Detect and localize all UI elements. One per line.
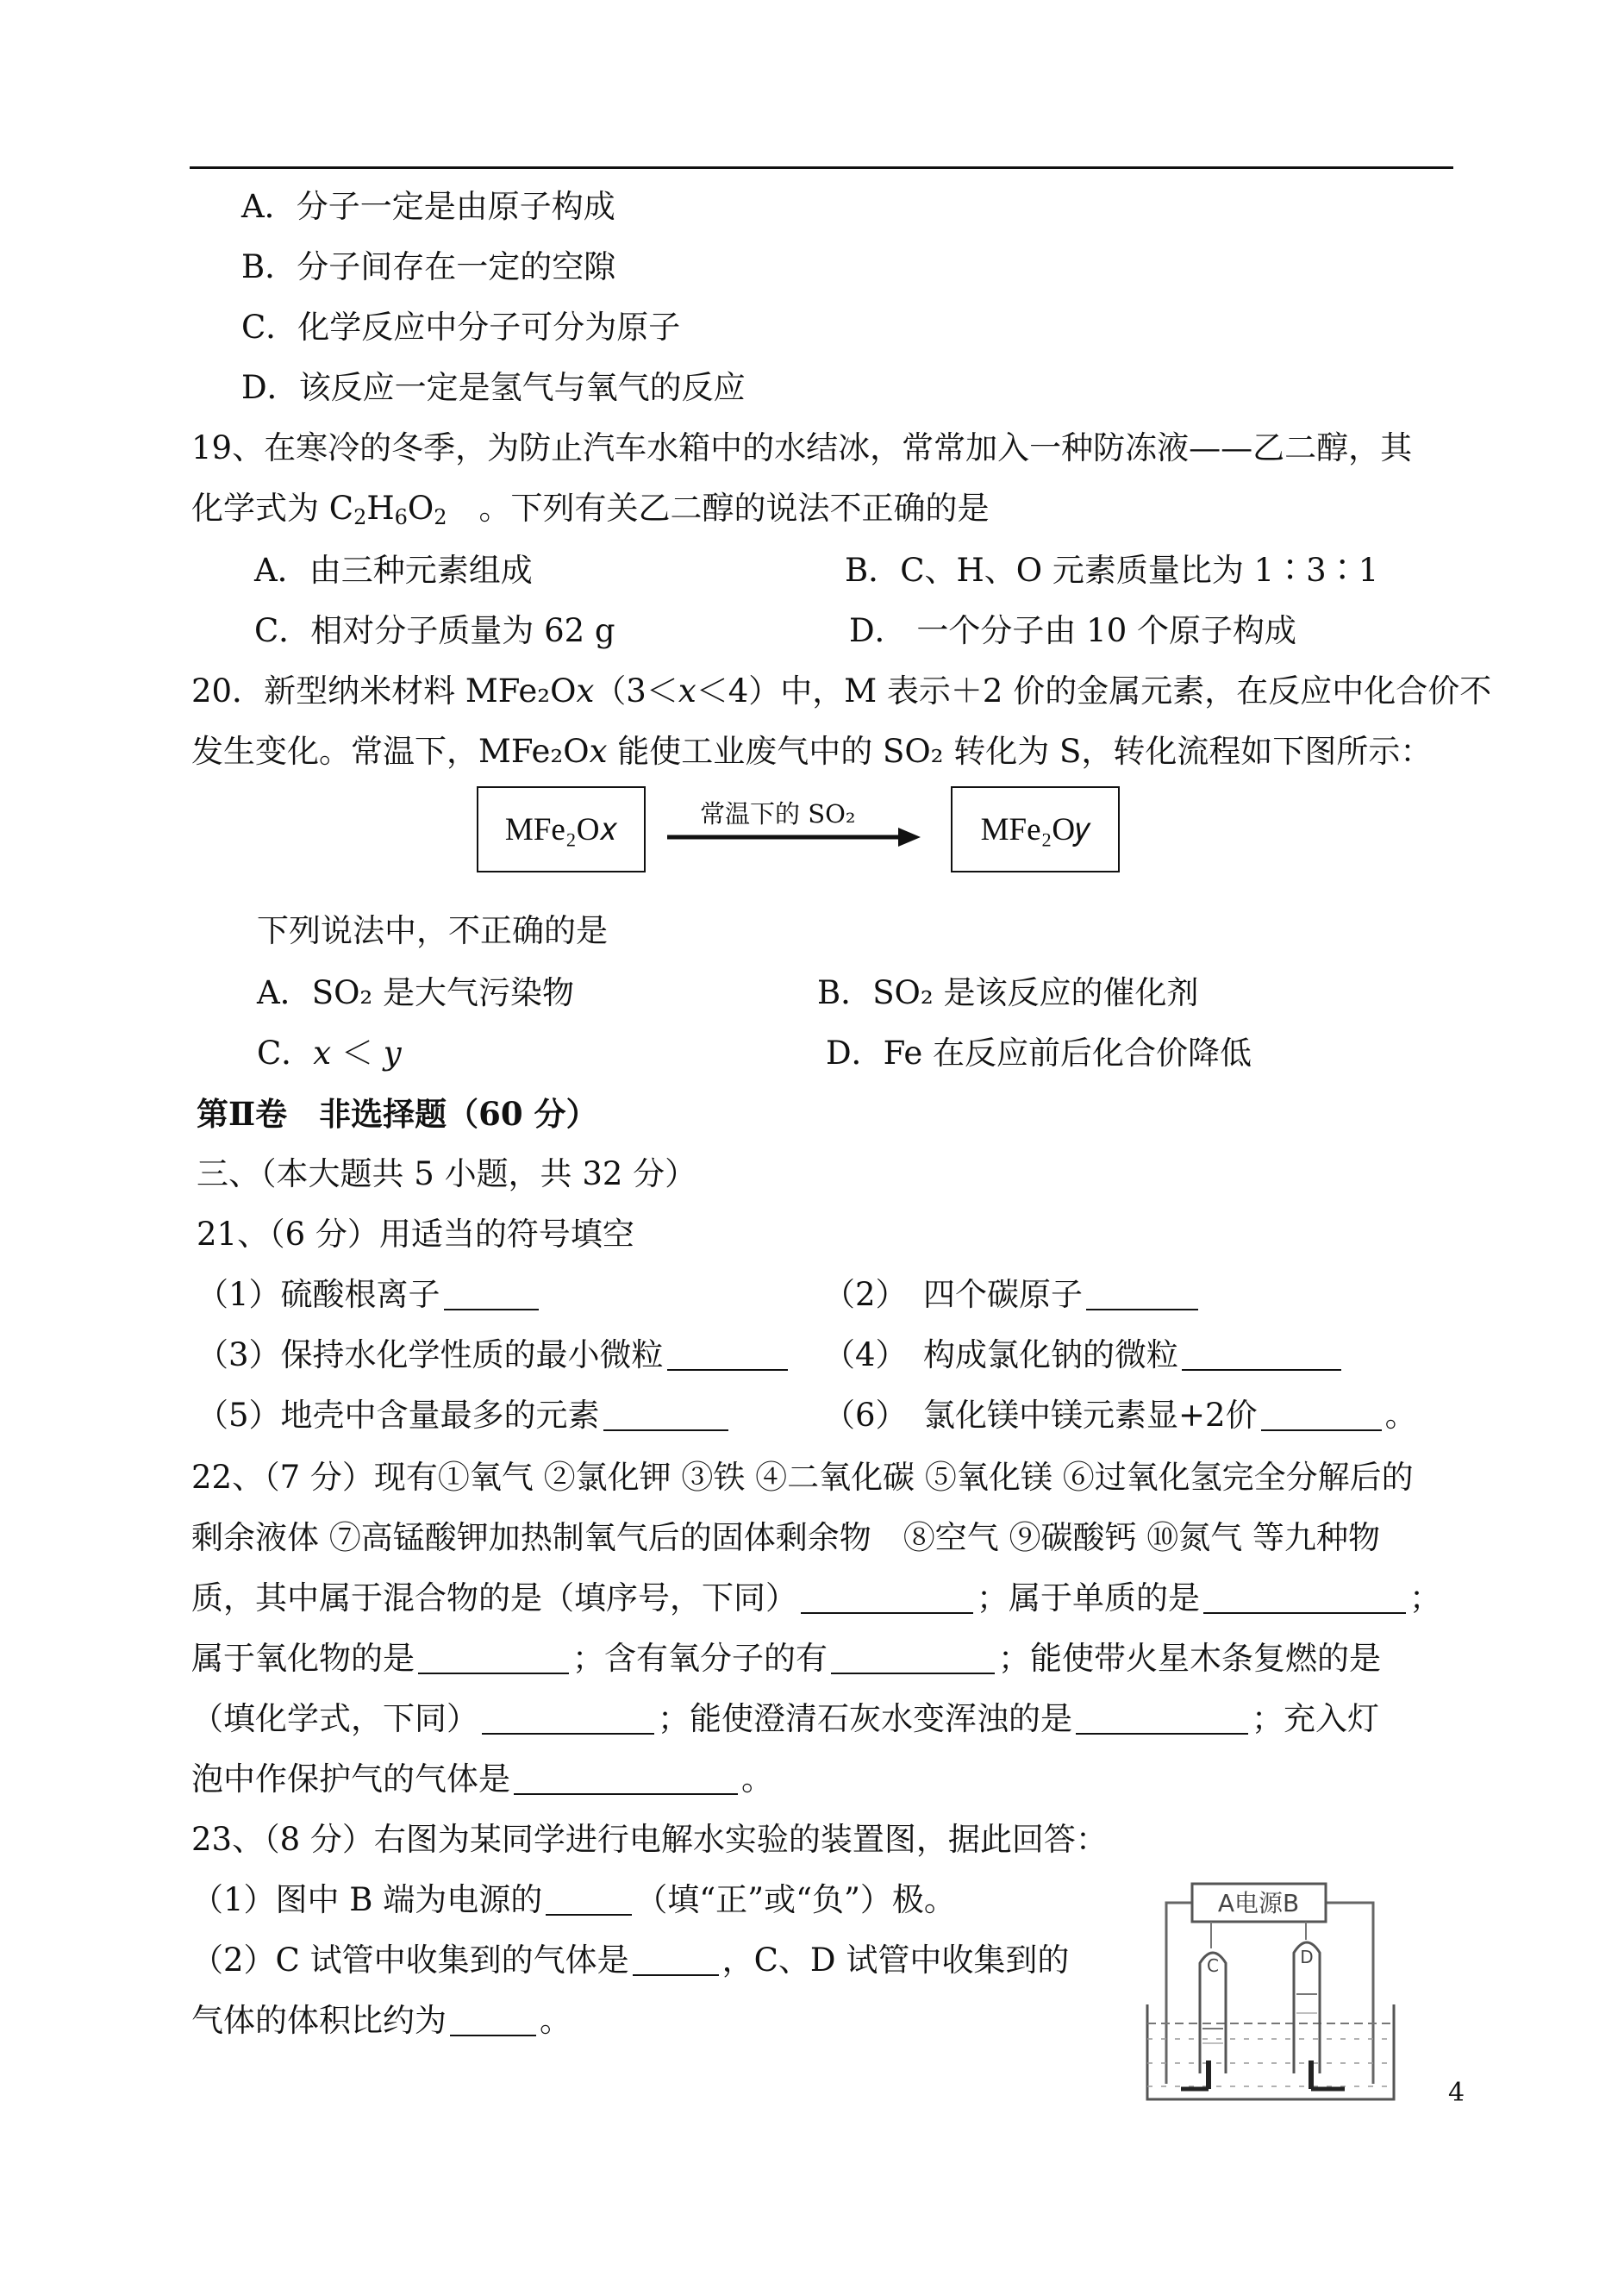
power-supply-label: A电源B [1217,1889,1300,1917]
answer-blank[interactable] [418,1643,569,1674]
section-3-title: 三、（本大题共 5 小题，共 32 分） [197,1155,697,1192]
answer-blank[interactable] [546,1885,632,1916]
q22-line-1: 22、（7 分）现有①氧气 ②氯化钾 ③铁 ④二氧化碳 ⑤氧化镁 ⑥过氧化氢完全分解后的 [191,1459,1414,1496]
q22-line-4: 属于氧化物的是 ；含有氧分子的有 ；能使带火星木条复燃的是 [191,1640,1381,1677]
q20-option-b: B．SO₂ 是该反应的催化剂 [817,974,1199,1011]
q19-option-a: A．由三种元素组成 [254,552,533,589]
answer-blank[interactable] [1076,1704,1248,1735]
product-box: MFe₂O𝑦 [951,786,1120,872]
answer-blank[interactable] [482,1704,654,1735]
q19-option-c: C．相对分子质量为 62 g [254,612,615,649]
answer-blank[interactable] [831,1643,995,1674]
answer-blank[interactable] [667,1340,788,1371]
q22-line-3: 质，其中属于混合物的是（填序号，下同） ；属于单质的是 ； [191,1579,1441,1617]
reaction-arrow [665,824,924,850]
q21-item-3: （3）保持水化学性质的最小微粒 [197,1336,791,1374]
answer-blank[interactable] [514,1764,738,1795]
q20-option-c: C．𝑥 ＜ 𝑦 [257,1035,402,1072]
q23-sub-3: 气体的体积比约为 。 [191,2002,572,2039]
answer-blank[interactable] [1086,1279,1198,1310]
page-number: 4 [1448,2078,1465,2108]
part-2-title: 第Ⅱ卷 非选择题（60 分） [197,1095,598,1133]
q22-line-5: （填化学式，下同） ；能使澄清石灰水变浑浊的是 ；充入灯 [191,1700,1379,1737]
q18-option-a: A．分子一定是由原子构成 [241,188,615,225]
q19-line-2: 化学式为 $C_2H_6O_2$ 。下列有关乙二醇的说法不正确的是 [191,490,990,529]
q20-option-a: A．SO₂ 是大气污染物 [257,974,574,1011]
answer-blank[interactable] [444,1279,539,1310]
q21-item-5: （5）地壳中含量最多的元素 [197,1397,732,1435]
q20-line-1: 20．新型纳米材料 MFe₂O𝑥（3＜𝑥＜4）中，M 表示＋2 价的金属元素，在反应中化合价不 [191,672,1492,710]
q21-item-1: （1）硫酸根离子 [197,1276,542,1314]
answer-blank[interactable] [801,1583,973,1614]
q21-item-4: （4） 构成氯化钠的微粒 [823,1336,1345,1374]
electrolysis-apparatus-figure [1142,1867,1401,2108]
q18-option-c: C．化学反应中分子可分为原子 [241,309,681,346]
q23-sub-2: （2）C 试管中收集到的气体是 ，C、D 试管中收集到的 [191,1942,1070,1979]
q23-sub-1: （1）图中 B 端为电源的 （填“正”或“负”）极。 [191,1881,956,1918]
q19-option-d: D． 一个分子由 10 个原子构成 [849,612,1297,649]
q23-title: 23、（8 分）右图为某同学进行电解水实验的装置图，据此回答： [191,1821,1108,1858]
q21-item-2: （2） 四个碳原子 [823,1276,1202,1314]
reactant-box: MFe₂O𝑥 [477,786,646,872]
q22-line-6: 泡中作保护气的气体是 。 [191,1760,773,1798]
header-rule [190,166,1453,169]
q19-line-1: 19、在寒冷的冬季，为防止汽车水箱中的水结冰，常常加入一种防冻液——乙二醇，其 [191,429,1413,466]
answer-blank[interactable] [1203,1583,1406,1614]
q20-stem: 下列说法中，不正确的是 [257,912,608,949]
svg-text:C: C [1207,1955,1219,1976]
q18-option-b: B．分子间存在一定的空隙 [241,248,616,285]
svg-text:D: D [1300,1947,1314,1967]
arrow-label: 常温下的 SO₂ [700,799,856,829]
q21-title: 21、（6 分）用适当的符号填空 [197,1216,634,1253]
q20-line-2: 发生变化。常温下，MFe₂O𝑥 能使工业废气中的 SO₂ 转化为 S，转化流程如下图所示： [191,733,1433,770]
q21-item-6: （6） 氯化镁中镁元素显+2价 。 [823,1397,1417,1434]
q18-option-d: D．该反应一定是氢气与氧气的反应 [241,369,746,406]
answer-blank[interactable] [1182,1340,1341,1371]
answer-blank[interactable] [450,2005,536,2036]
q22-line-2: 剩余液体 ⑦高锰酸钾加热制氧气后的固体剩余物 ⑧空气 ⑨碳酸钙 ⑩氮气 等九种物 [191,1519,1381,1556]
answer-blank[interactable] [633,1945,719,1976]
q20-option-d: D．Fe 在反应前后化合价降低 [826,1035,1252,1072]
answer-blank[interactable] [603,1400,728,1431]
q19-option-b: B．C、H、O 元素质量比为 1∶3∶1 [845,552,1379,589]
answer-blank[interactable] [1261,1400,1382,1431]
